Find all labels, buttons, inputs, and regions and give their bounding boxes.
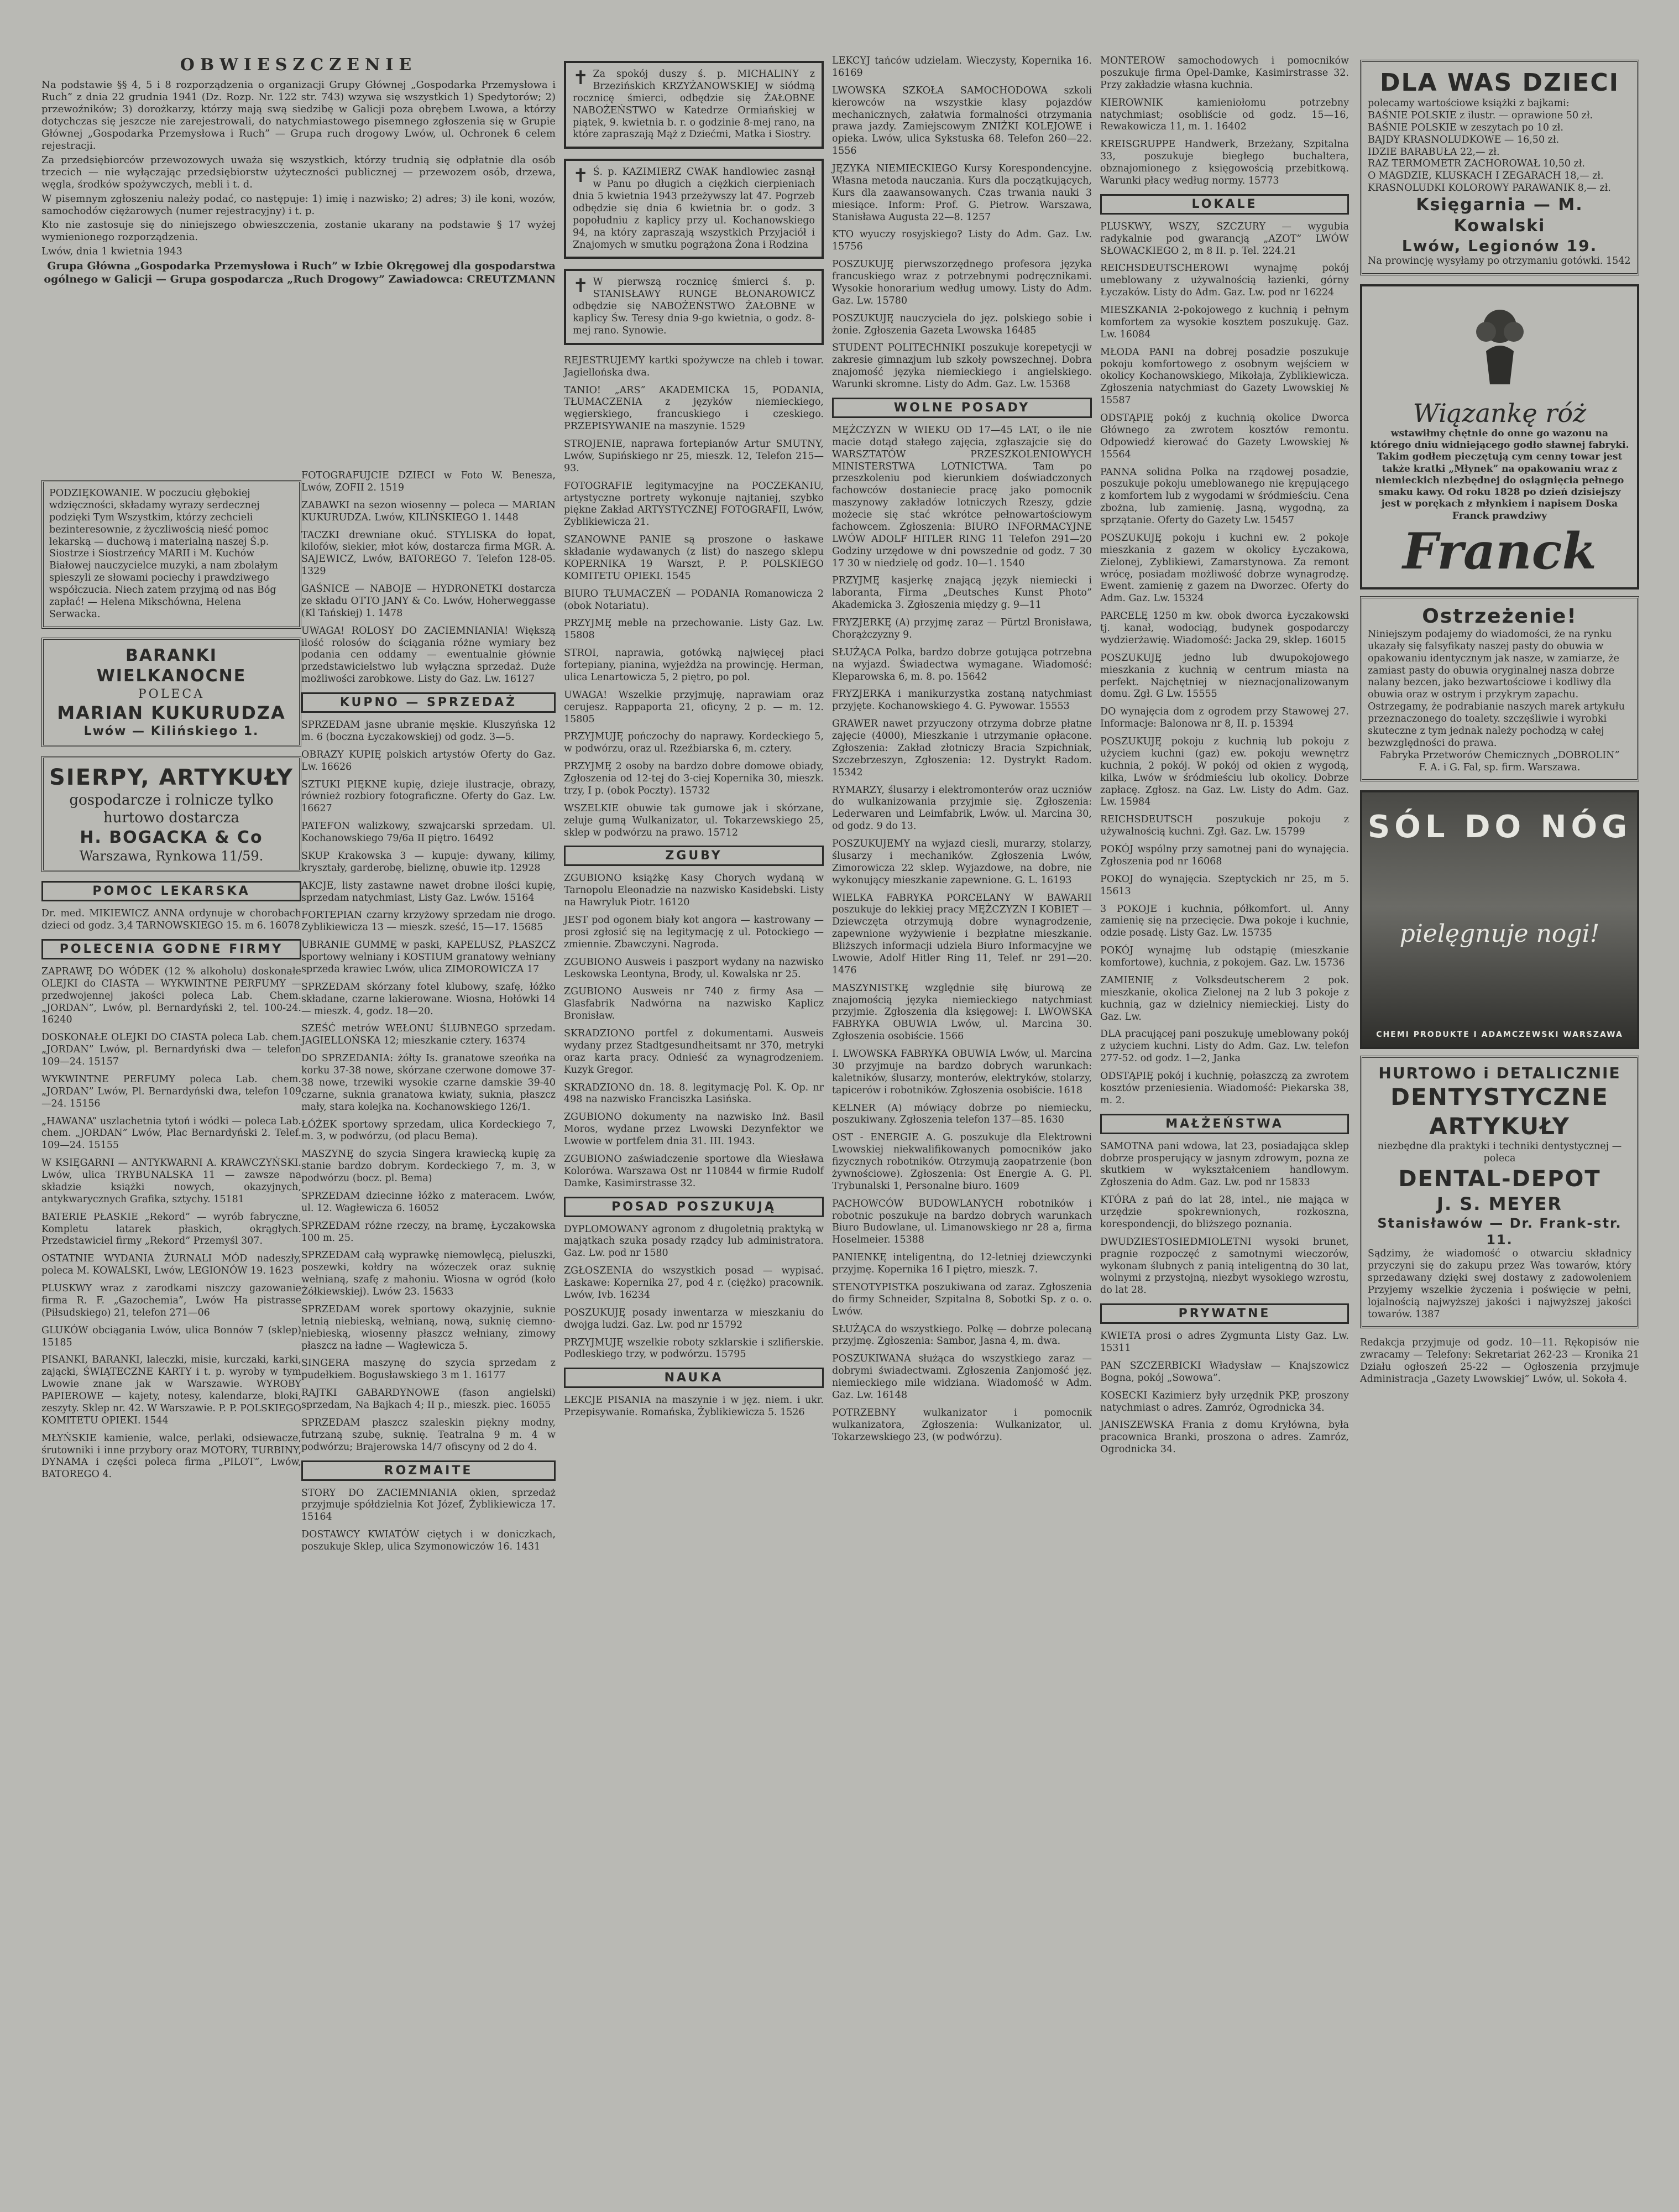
thanks-notice — [41, 480, 301, 629]
ad-item: JEST pod ogonem biały kot angora — kastrowany — prosi zgłosić się na legitymację z ul. Potockiego — zmiennie. Zbawczyni. Nagroda. — [564, 915, 824, 950]
ad-item: SPRZEDAM worek sportowy okazyjnie, suknie letnią niebieską, wełnianą, nową, suknię ciemno-niebieską, wiosenny płaszcz wełniany, zimowy płaszcz na ładne — Wagłewicza 5. — [301, 1303, 556, 1352]
warning-sig1: Fabryka Przetworów Chemicznych „DOBROLIN” — [1379, 749, 1620, 761]
ad-item: MASZYNĘ do szycia Singera krawiecką kupię za stanie bardzo dobrym. Kordeckiego 7, m. 3, w podwórzu (bocz. pl. Bema) — [301, 1149, 556, 1184]
ad-item: RYMARZY, ślusarzy i elektromonterów oraz uczniów do wulkanizowania przyjmie się. Zgłoszenia: Lederwaren und Leimfabrik, Lwów. ul. Marcina 30, od godz. 9 do 13. — [832, 784, 1092, 832]
ad-item: ZGUBIONO dokumenty na nazwisko Inż. Basil Moros, wydane przez Lwowski Dezynfektor we Lwowie w portfelem dnia 31. III. 1943. — [564, 1112, 824, 1147]
announcement-p4: Kto nie zastosuje się do niniejszego obwieszczenia, zostanie ukarany na podstawie § 17 wyżej wymienionego rozporządzenia. — [41, 219, 556, 243]
ad-item: STORY DO ZACIEMNIANIA okien, sprzedaż przyjmuje spółdzielnia Kot Józef, Żyblikiewicza 17. 15164 — [301, 1487, 556, 1523]
ad-item: POKOJ do wynajęcia. Szeptyckich nr 25, m 5. 15613 — [1100, 873, 1349, 897]
book-line: BAŚNIE POLSKIE w zeszytach po 10 zł. — [1368, 122, 1563, 133]
ad-item: SPRZEDAM różne rzeczy, na bramę, Łyczakowska 100 m. 25. — [301, 1220, 556, 1244]
ad-item: MASZYNISTKĘ względnie siłę biurową ze znajomością języka niemieckiego natychmiast przyjmie. Zgłoszenia dla księgowej: I. LWOWSKA FABRYKA OBUWIA Lwów, ul. Marcina 30. Zgłoszenia osobiście. 1566 — [832, 982, 1092, 1042]
section-premises: LOKALE — [1100, 194, 1349, 215]
ad-item: DOSTAWCY KWIATÓW ciętych i w doniczkach, poszukuje Sklep, ulica Szymonowiczów 16. 1431 — [301, 1529, 556, 1552]
ad-item: KWIETA prosi o adres Zygmunta Listy Gaz. Lw. 15311 — [1100, 1331, 1349, 1354]
ad-item: SPRZEDAM płaszcz szaleskin piękny modny, futrzaną szubę, suknię. Teatralna 9 m. 4 w podwórzu; Brajerowska 14/7 ofiscyny od 2 do 4. — [301, 1417, 556, 1453]
ad-item: STROJENIE, naprawa fortepianów Artur SMUTNY, Lwów, Supińskiego nr 25, mieszk. 12, Telefon 215—93. — [564, 439, 824, 474]
salt-slogan: pielęgnuje nogi! — [1399, 920, 1600, 948]
sickles-address: Warszawa, Rynkowa 11/59. — [79, 848, 264, 864]
ad-item: PRZYJMĘ meble na przechowanie. Listy Gaz. Lw. 15808 — [564, 618, 824, 641]
ad-item: POKÓJ wspólny przy samotnej pani do wynajęcia. Zgłoszenia pod nr 16068 — [1100, 844, 1349, 867]
bookshop-note: Na prowincję wysyłamy po otrzymaniu gotówki. 1542 — [1368, 255, 1631, 267]
ad-item: ŁÓŻEK sportowy sprzedam, ulica Kordeckiego 7, m. 3, w podwórzu, (od placu Bema). — [301, 1119, 556, 1142]
ad-item: ZGUBIONO Ausweis i paszport wydany na nazwisko Leskowska Leontyna, Brody, ul. Kowalska nr 25. — [564, 956, 824, 980]
obituary-3 — [564, 269, 824, 345]
bookshop-address: Lwów, Legionów 19. — [1401, 237, 1598, 255]
dental-title: DENTYSTYCZNE ARTYKUŁY — [1390, 1083, 1609, 1140]
ad-item: DWUDZIESTOSIEDMIOLETNI wysoki brunet, pragnie rozpoczęć z samotnymi wieczorów, wykonam ślubnych z panią inteligentną do 30 lat, wolnymi z przystojną, niezbyt wysokiego wzrostu, do lat 28. — [1100, 1236, 1349, 1296]
book-line: RAZ TERMOMETR ZACHOROWAŁ 10,50 zł. — [1368, 158, 1585, 170]
ad-item: SAMOTNA pani wdowa, lat 23, posiadająca sklep dobrze prosperujący w jasnym zdrowym, pozna ze skutkiem w wykształceniem handlowym. Zgłoszenia do Adm. Gaz. Lw. pod nr 15833 — [1100, 1140, 1349, 1188]
book-line: IDZIE BARABUŁA 22,— zł. — [1368, 146, 1500, 158]
ad-item: TANIO! „ARS” AKADEMICKA 15, PODANIA, TŁUMACZENIA z języków niemieckiego, węgierskiego, francuskiego i czeskiego. PRZEPISYWANIE na maszynie. 1529 — [564, 384, 824, 432]
announcement-signature: Grupa Główna „Gospodarka Przemysłowa i Ruch” w Izbie Okręgowej dla gospodarstwa ogólnego w Galicji — Grupa gospodarcza „Ruch Drogowy” Zawiadowca: CREUTZMANN — [44, 260, 556, 285]
ad-item: PACHOWCÓW BUDOWLANYCH robotników i robotnic poszukuje na bardzo dobrych warunkach Biuro Budowlane, ul. Limanowskiego nr 28 a, firma Hoselmeier. 15388 — [832, 1198, 1092, 1246]
announcement-p3: W pisemnym zgłoszeniu należy podać, co następuje: 1) imię i nazwisko; 2) adres; 3) ile koni, wozów, samochodów ciężarowych (numer rejestracyjny) i t. p. — [41, 192, 556, 217]
column-5 — [1100, 55, 1349, 1462]
ad-item: ODSTĄPIĘ pokój z kuchnią okolice Dworca Głównego za zwrotem kosztów remontu. Odpowiedź kierować do Gazety Lwowskiej № 15564 — [1100, 413, 1349, 460]
ad-item: DO SPRZEDANIA: żółty Is. granatowe szeońka na korku 37-38 nowe, skórzane czerwone domowe 37-38 nowe, trzewiki wysokie czarne damskie 39-40 czarne, suknia granatowa kwiaty, suknia, płaszcz mały, stara kolejka na. Kochanowskiego 126/1. — [301, 1053, 556, 1113]
dental-ad — [1360, 1056, 1639, 1328]
bookshop-name: Księgarnia — M. Kowalski — [1416, 195, 1583, 236]
lamb-name: MARIAN KUKURUDZA — [57, 702, 286, 724]
ad-item: STROI, naprawia, gotówką najwięcej płaci fortepiany, pianina, wyjeżdża na prowincję. Herman, ulica Lenartowicza 5, 2 piętro, po pol. — [564, 648, 824, 683]
ad-item: OBRAZY KUPIĘ polskich artystów Oferty do Gaz. Lw. 16626 — [301, 749, 556, 773]
ad-item: FORTEPIAN czarny krzyżowy sprzedam nie drogo. Zyblikiewicza 13 — mieszk. sześć, 15—17. 15685 — [301, 910, 556, 933]
sickles-ad — [41, 756, 301, 873]
ad-item: OST - ENERGIE A. G. poszukuje dla Elektrowni Lwowskiej niekwalifikowanych pomocników jako fizycznych robotników. Otrzymują zaopatrzenie (bon żywnościowe). Zgłoszenia: Ost Energie A. G. Pl. Trybunalski 1, Personalne biuro. 1609 — [832, 1132, 1092, 1192]
ad-item: KTÓRA z pań do lat 28, intel., nie mająca w urzędzie spokrewnionych, rozkoszna, korespondencji, do bliższego poznania. — [1100, 1194, 1349, 1230]
ad-item: I. LWOWSKA FABRYKA OBUWIA Lwów, ul. Marcina 30 przyjmuje na bardzo dobrych warunkach: kaletników, ślusarzy, monterów, elektryków, stolarzy, tapicerów i robotników. Zgłoszenia osobiście. 1618 — [832, 1048, 1092, 1096]
section-education: NAUKA — [564, 1368, 824, 1388]
lamb-address: Lwów — Kilińskiego 1. — [83, 724, 259, 739]
ad-item: SŁUŻĄCA do wszystkiego. Polkę — dobrze polecaną przyjmę. Zgłoszenia: Sambor, Jasna 4, m. dwa. — [832, 1323, 1092, 1347]
dental-owner: J. S. MEYER — [1437, 1193, 1562, 1215]
ad-item: FOTOGRAFIE legitymacyjne na POCZEKANIU, artystyczne portrety wykonuje najtaniej, szybko piękne Zakład ARTYSTYCZNEJ FOTOGRAFII, Lwów, Zyblikiewicza 21. — [564, 480, 824, 528]
ad-item: SKRADZIONO portfel z dokumentami. Ausweis wydany przez Stadtgesundheitsamt nr 370, metryki oraz karta pracy. Odnieść za wynagrodzeniem. Kuzyk Gregor. — [564, 1028, 824, 1076]
obituary-text: Za spokój duszy ś. p. MICHALINY z Brzezińskich KRZYŻANOWSKIEJ w siódmą rocznicę śmierci, odbędzie się ŻAŁOBNE NABOŻEŃSTWO w Katedrze Ormiańskiej w piątek, 9. kwietnia b. r. o godzinie 8-mej rano, na które zapraszają Mąż z Dziećmi, Matka i Siostry. — [573, 69, 815, 140]
ad-item: FRYZJERKA i manikurzystka zostaną natychmiast przyjęte. Kochanowskiego 4. G. Pywowar. 15553 — [832, 688, 1092, 712]
ad-item: STUDENT POLITECHNIKI poszukuje korepetycji w zakresie gimnazjum lub szkoły powszechnej. Dobra znajomość języka niemieckiego i angielskiego. Warunki skromne. Listy do Adm. Gaz. Lw. 15368 — [832, 342, 1092, 390]
book-line: KRASNOLUDKI KOLOROWY PARAWANIK 8,— zł. — [1368, 182, 1611, 194]
book-line: BAŚNIE POLSKIE z ilustr. — oprawione 50 zł. — [1368, 109, 1593, 121]
vase-illustration — [1369, 299, 1630, 393]
obituary-2 — [564, 159, 824, 259]
ad-item: PRZYJMĘ 2 osoby na bardzo dobre domowe obiady, Zgłoszenia od 12-tej do 3-ciej Kopernika 30, mieszk. trzy, I p. (obok Poczty). 15732 — [564, 761, 824, 796]
bookshop-ad — [1360, 60, 1639, 275]
ad-item: TACZKI drewniane okuć. STYLISKA do łopat, kilofów, siekier, młot ków, dostarcza firma MGR. A. SAJEWICZ, Lwów, BATOREGO 7. Telefon 128-05. 1329 — [301, 529, 556, 577]
ad-item: REICHSDEUTSCH poszukuje pokoju z używalnością kuchni. Zgł. Gaz. Lw. 15799 — [1100, 814, 1349, 838]
foot-salt-ad — [1360, 790, 1639, 1049]
thanks-text: PODZIĘKOWANIE. W poczuciu głębokiej wdzięczności, składamy wyrazy serdecznej podzięki Tym Wszystkim, którzy zechcieli bezinteresownie, z życzliwością nieść pomoc lekarską — duchową i materialną naszej Ś.p. Siostrze i Siostrzeńcy MARII i M. Kuchów Białowej nauczycielce muzyki, a nam zbolałym spieszyli ze słowami pociechy i prawdziwego współczucia. Niech zatem przyjmą od nas Bóg zapłać! — Helena Mikschówna, Helena Serwacka. — [49, 488, 278, 620]
ad-item: SŁUŻĄCA Polka, bardzo dobrze gotująca potrzebna na wyjazd. Świadectwa wymagane. Wiadomość: Kleparowska 6, m. 8. po. 15642 — [832, 646, 1092, 682]
ad-item: BATERIE PŁASKIE „Rekord” — wyrób fabryczne, Kompletu latarek płaskich, okrągłych. Przedstawiciel firmy „Rekord” Przemyśl 307. — [41, 1211, 301, 1247]
ad-item: SPRZEDAM całą wyprawkę niemowlęcą, pieluszki, poszewki, kołdry na wózeczek oraz suknię wełnianą, szafę z mahoniu. Wiosna w ogród (koło Żółkiewskiej). Lwów 23. 15633 — [301, 1250, 556, 1297]
section-private: PRYWATNE — [1100, 1303, 1349, 1324]
ad-item: SZTUKI PIĘKNE kupię, dzieje ilustracje, obrazy, również rozbiory fotograficzne. Oferty do Gaz. Lw. 16627 — [301, 779, 556, 815]
ad-item: LEKCJE PISANIA na maszynie i w jęz. niem. i ukr. Przepisywanie. Romańska, Żyblikiewicza 5. 1526 — [564, 1395, 824, 1418]
dental-text: Sądzimy, że wiadomość o otwarciu składnicy przyczyni się do zakupu przez Was towarów, który sprzedawany dzięki swej dostawy z zadowoleniem Przyjemy wszelkie życzenia i poświęcie w pełni, lojalnością najwyższej jakości i najwyższej jakości towarów. 1387 — [1368, 1248, 1631, 1320]
ad-item: WIELKA FABRYKA PORCELANY W BAWARII poszukuje do lekkiej pracy MĘŻCZYZN I KOBIET — Dziewczęta otrzymują dobre wynagrodzenie, zapewnione wyżywienie i bezpłatne mieszkanie. Bliższych informacji udziela Biuro Informacyjne we Lwowie, Adolf Hitler Ring 11, Telef. nr 291—20. 1476 — [832, 892, 1092, 976]
lamb-sub: POLECA — [138, 687, 205, 701]
column-2 — [301, 470, 556, 1559]
section-seeking-jobs: POSAD POSZUKUJĄ — [564, 1197, 824, 1217]
ad-item: SINGERA maszynę do szycia sprzedam z pudełkiem. Bogusławskiego 3 m 1. 16177 — [301, 1358, 556, 1381]
announcement-title: OBWIESZCZENIE — [180, 55, 417, 75]
warning-text: Niniejszym podajemy do wiadomości, że na rynku ukazały się falsyfikaty naszej pasty do obuwia w opakowaniu identycznym jak nasze, w zamiarze, że zamiast pasty do obuwia oryginalnej nasza dobrze nalany bezcen, jako bezwartościowe i kodliwy dla obuwia oraz w ostrym i przykrym zapachu. Ostrzegamy, że podrabianie naszych marek artykułu przeznaczonego do toalety. szczęśliwie i wyrobki skuteczne z tym jednak należy pochodzą w całej bezwzględności do prawa. — [1368, 628, 1625, 749]
ad-item: POSZUKUJEMY na wyjazd ciesli, murarzy, stolarzy, ślusarzy i mechaników. Zgłoszenia Lwów, Zimorowicza 22 sklep. Wyjazdowe, na dobre, nie wykonujący mieszkanie zapewnione. G. L. 16193 — [832, 838, 1092, 886]
column-4 — [832, 55, 1092, 1449]
ad-item: ZGŁOSZENIA do wszystkich posad — wypisać. Łaskawe: Kopernika 27, pod 4 r. (ciężko) pracownik. Lwów, Ivb. 16234 — [564, 1265, 824, 1301]
ad-item: REICHSDEUTSCHEROWI wynajmę pokój umeblowany z używalnością łazienki, górny Łyczaków. Listy do Adm. Gaz. Lw. pod nr 16224 — [1100, 263, 1349, 299]
ad-item: SKRADZIONO dn. 18. 8. legitymację Pol. K. Op. nr 498 na nazwisko Franciszka Lasińska. — [564, 1082, 824, 1105]
ad-item: W KSIĘGARNI — ANTYKWARNI A. KRAWCZYŃSKI. Lwów, ulica TRYBUNALSKA 11 — zawsze na składzie książki nowych, okazyjnych, antykwarycznych Grafika, sztychy. 15181 — [41, 1157, 301, 1205]
ad-item: ZABAWKI na sezon wiosenny — poleca — MARIAN KUKURUDZA. Lwów, KILIŃSKIEGO 1. 1448 — [301, 499, 556, 523]
ad-item: GAŚNICE — NABOJE — HYDRONETKI dostarcza ze składu OTTO JANY & Co. Lwów, Hoherweggasse (Kl Tańskiej) 1. 1478 — [301, 583, 556, 619]
franck-title: Wiązankę róż — [1413, 398, 1587, 428]
cross-icon: ✝ — [573, 165, 589, 187]
franck-brand: Franck — [1403, 521, 1597, 581]
ad-item: MONTEROW samochodowych i pomocników poszukuje firma Opel-Damke, Kasimirstrasse 32. Przy zakładzie własna kuchnia. — [1100, 55, 1349, 91]
ad-item: MĘŻCZYZN W WIEKU OD 17—45 LAT, o ile nie macie dotąd stałego zajęcia, zgłaszajcie się do WARSZTATÓW PRZESZKOLENIOWYCH MINISTERSTWA LOTNICTWA. Tam po przeszkoleniu pod kierunkiem doświadczonych fachowców dostaniecie pracę jako pomocnik maszynowy zakładów lotniczych Rzeszy, gdzie możecie się stać wkrótce pełnowartościowym fachowcem. Zgłoszenia: BIURO INFORMACYJNE LWÓW ADOLF HITLER RING 11 Telefon 291—20 Godziny urzędowe w dni powszednie od godz. 7 30 17 30 w niedzielę od godz. 10—1. 1540 — [832, 424, 1092, 569]
ad-item: SPRZEDAM dziecinne łóżko z materacem. Lwów, ul. 12. Wagłewicza 6. 16052 — [301, 1190, 556, 1214]
cross-icon: ✝ — [573, 275, 589, 298]
obituary-text: W pierwszą rocznicę śmierci ś. p. STANISŁAWY RUNGE BŁONAROWICZ odbędzie się NABOŻEŃSTWO ŻAŁOBNE w kaplicy Św. Teresy dnia 9-go kwietnia, o godz. 8-mej rano. Synowie. — [573, 276, 815, 336]
editorial-note: Redakcja przyjmuje od godz. 10—11. Rękopisów nie zwracamy — Telefony: Sekretariat 262-23 — Kronika 21 Działu ogłoszeń 25-22 — Ogłoszenia przyjmuje Administracja „Gazety Lwowskiej” Lwów, ul. Sokoła 4. — [1360, 1337, 1639, 1385]
ad-item: POSZUKIWANA służąca do wszystkiego zaraz — dobrymi świadectwami. Zgłoszenia Zanjomość jęz. niemieckiego mile widziana. Wiadomość w Adm. Gaz. Lw. 16148 — [832, 1353, 1092, 1401]
ad-item: ODSTĄPIĘ pokój i kuchnię, połaszczą za zwrotem kosztów przeniesienia. Wiadomość: Piekarska 38, m. 2. — [1100, 1071, 1349, 1106]
ad-item: ZAMIENIĘ z Volksdeutscherem 2 pok. mieszkanie, okolica Zielonej na 2 lub 3 pokoje z kuchnią, gaz w dzielnicy niemieckiej. Listy do Gaz. Lw. — [1100, 974, 1349, 1022]
ad-item: PLUSKWY wraz z zarodkami niszczy gazowanie firma R. F. „Gazochemia”, Lwów Ha pistrasse (Piłsudskiego) 21, telefon 271—06 — [41, 1283, 301, 1318]
ad-item: WSZELKIE obuwie tak gumowe jak i skórzane, zeluje gumą Wulkanizator, ul. Tokarzewskiego 25, sklep w podwórzu na prawo. 15712 — [564, 802, 824, 838]
ad-item: UWAGA! Wszelkie przyjmuję, naprawiam oraz cerujesz. Rappaporta 21, oficyny, 2 p. — m. 12. 15805 — [564, 689, 824, 725]
sickles-name: H. BOGACKA & Co — [80, 827, 263, 847]
dental-name: DENTAL-DEPOT — [1398, 1166, 1601, 1192]
ad-item: FOTOGRAFUJCIE DZIECI w Foto W. Benesza, Lwów, ZOFII 2. 1519 — [301, 470, 556, 493]
ad-item: PARCELĘ 1250 m kw. obok dworca Łyczakowski tj. kanał, wodociąg, budynek gospodarczy wydzierżawię. Wiadomość: Jacka 29, sklep. 16015 — [1100, 611, 1349, 646]
ad-item: UWAGA! ROLOSY DO ZACIEMNIANIA! Większą ilość rolosów do ściągania różne wymiary bez podania cen oddamy — ewentualnie głównie przedstawicielstwo lub wyłączna sprzedaż. Duże możliwości zarobkowe. Listy do Gaz. Lw. 16127 — [301, 625, 556, 685]
section-recommended: POLECENIA GODNE FIRMY — [41, 939, 301, 959]
ad-item: 3 POKOJE i kuchnia, półkomfort. ul. Anny zamienię się na przecięcie. Dwa pokoje i kuchnie, odzie posadę. Listy Gaz. Lw. 15735 — [1100, 903, 1349, 939]
ad-item: GLUKÓW obciągania Lwów, ulica Bonnów 7 (sklep) 15185 — [41, 1324, 301, 1348]
ad-item: BIURO TŁUMACZEŃ — PODANIA Romanowicza 2 (obok Notariatu). — [564, 588, 824, 612]
ad-item: SPRZEDAM skórzany fotel klubowy, szafę, łóżko składane, czarne lakierowane. Wiosna, Hołówki 14 — mieszk. 4, godz. 18—20. — [301, 981, 556, 1017]
ad-item: ZGUBIONO zaświadczenie sportowe dla Wiesława Kolorówa. Warszawa Ost nr 110844 w firmie Rudolf Damke, Kasimirstrasse 32. — [564, 1153, 824, 1189]
ad-item: KREISGRUPPE Handwerk, Brzeżany, Szpitalna 33, poszukuje biegłego buchaltera, obznajomionego z księgowością przebitkową. Warunki płacy według normy. 15773 — [1100, 139, 1349, 186]
announcement-date: Lwów, dnia 1 kwietnia 1943 — [41, 246, 182, 258]
section-lost: ZGUBY — [564, 846, 824, 866]
franck-ad — [1360, 284, 1639, 589]
ad-item: PRZYJMUJĘ wszelkie roboty szklarskie i szlifierskie. Podleskiego trzy, w podwórzu. 15795 — [564, 1337, 824, 1360]
book-line: BAJDY KRASNOLUDKOWE — 16,50 zł. — [1368, 134, 1560, 145]
ad-item: PANIENKĘ inteligentną, do 12-letniej dziewczynki przyjmę. Kopernika 16 I piętro, mieszk. 7. — [832, 1252, 1092, 1275]
ad-item: DO wynajęcia dom z ogrodem przy Stawowej 27. Informacje: Balonowa nr 8, II. p. 15394 — [1100, 706, 1349, 730]
column-1 — [41, 476, 301, 1486]
ad-item: PANNA solidna Polka na rządowej posadzie, poszukuje pokoju umeblowanego nie krępującego z komfortem lub z wygodami w śródmieściu. Cena zbożna, lub zamienię. Jasną, wygodną, za sprzątanie. Oferty do Gazety Lw. 15457 — [1100, 466, 1349, 526]
ad-item: DOSKONAŁE OLEJKI DO CIASTA poleca Lab. chem. „JORDAN” Lwów, pl. Bernardyński dwa — telefon 109—24. 15157 — [41, 1032, 301, 1067]
ad-item: POSZUKUJĘ nauczyciela do jęz. polskiego sobie i żonie. Zgłoszenia Gazeta Lwowska 16485 — [832, 312, 1092, 336]
ad-item: ZGUBIONO książkę Kasy Chorych wydaną w Tarnopolu Eleonadzie na nazwisko Kasidebski. Listy na Hawryluk Piotr. 16120 — [564, 873, 824, 909]
ad-item: GRAWER nawet przyuczony otrzyma dobrze płatne zajęcie (4000), Mieszkanie i utrzymanie opłacone. Zgłoszenia: Zakład złotniczy Bracia Szpichniak, Szczebrzeszyn, Zgłoszenia: 12. Dystrykt Radom. 15342 — [832, 718, 1092, 778]
obituary-text: Ś. p. KAZIMIERZ CWAK handlowiec zasnął w Panu po długich a ciężkich cierpieniach dnia 5 kwietnia 1943 przeżywszy lat 47. Pogrzeb odbędzie się dnia 6 kwietnia br. o godz. 3 popołudniu z kaplicy przy ul. Kochanowskiego 94, na który zapraszają wszystkich Przyjaciół i Znajomych w smutku pogrążona Żona i Rodzina — [573, 166, 815, 251]
ad-item: MIESZKANIA 2-pokojowego z kuchnią i pełnym komfortem za wysokie kosztem poszukuję. Gaz. Lw. 16084 — [1100, 305, 1349, 340]
ad-item: DYPLOMOWANY agronom z długoletnią praktyką w majątkach szuka posady rządcy lub administratora. Gaz. Lw. pod nr 1580 — [564, 1223, 824, 1259]
ad-item: JĘZYKA NIEMIECKIEGO Kursy Korespondencyjne. Własna metoda nauczania. Kurs dla początkujących, Kurs dla zaawansowanych. Czas trwania nauki 3 miesiące. Inform: Prof. G. Pietrow. Warszawa, Stanisława Augusta 22—8. 1257 — [832, 163, 1092, 223]
ad-item: LWOWSKA SZKOŁA SAMOCHODOWA szkoli kierowców na wszystkie klasy pojazdów mechanicznych, załatwia formalności otrzymania prawa jazdy. Zamiejscowym ZNIŻKI KOLEJOWE i opieka. Lwów, ulica Sykstuska 68. Telefon 260—22. 1556 — [832, 85, 1092, 157]
official-announcement — [41, 55, 556, 288]
rose-vase-icon — [1456, 301, 1544, 390]
ad-item: OSTATNIE WYDANIA ŻURNALI MÓD nadeszły, poleca M. KOWALSKI, Lwów, LEGIONÓW 19. 1623 — [41, 1253, 301, 1277]
ad-item: FRYZJERKĘ (A) przyjmę zaraz — Pürtzl Bronisława, Chorążczyzny 9. — [832, 617, 1092, 640]
ad-item: POKÓJ wynajmę lub odstąpię (mieszkanie komfortowe), kuchnia, z pokojem. Gaz. Lw. 15736 — [1100, 945, 1349, 968]
section-medical: POMOC LEKARSKA — [41, 881, 301, 901]
sickles-title: SIERPY, ARTYKUŁY — [49, 764, 294, 790]
ad-item: KOSECKI Kazimierz były urzędnik PKP, proszony natychmiast o adres. Zamróz, Ogrodnicka 34. — [1100, 1390, 1349, 1413]
announcement-p1: Na podstawie §§ 4, 5 i 8 rozporządzenia o organizacji Grupy Głównej „Gospodarka Przemysłowa i Ruch” z dnia 22 grudnia 1941 (Dz. Rozp. Nr. 122 str. 743) wzywa się wszystkich 1) Spedytorów; 2) przewoźników; 3) dorożkarzy, którzy mają swą siedzibę w Galicji poza obrębem Lwowa, a którzy dotychczas się jeszcze nie zarejestrowali, do natychmiastowego pisemnego zgłoszenia się w Grupie Głównej „Gospodarka Przemysłowa i Ruch” — Grupa ruch drogowy Lwów, ul. Ochronek 6 celem rejestracji. — [41, 79, 556, 152]
ad-item: SZEŚĆ metrów WEŁONU ŚLUBNEGO sprzedam. JAGIELLOŃSKA 12; mieszkanie cztery. 16374 — [301, 1023, 556, 1047]
ad-item: PRZYJMUJĘ pończochy do naprawy. Kordeckiego 5, w podwórzu, oraz ul. Rzeźbiarska 6, m. cztery. — [564, 731, 824, 755]
ad-item: KTO wyuczy rosyjskiego? Listy do Adm. Gaz. Lw. 15756 — [832, 229, 1092, 253]
book-line: O MAGDZIE, KLUSKACH I ZEGARACH 18,— zł. — [1368, 170, 1604, 182]
ad-item: POSZUKUJĘ posady inwentarza w mieszkaniu do dwojga ludzi. Gaz. Lw. pod nr 15792 — [564, 1307, 824, 1331]
ad-item: POSZUKUJĘ pierwszorzędnego profesora języka francuskiego wraz z potrzebnymi podręcznikami. Wysokie honorarium według umowy. Listy do Adm. Gaz. Lw. 15780 — [832, 259, 1092, 306]
ad-item: KIEROWNIK kamieniołomu potrzebny natychmiast; osobliście od godz. 15—16, Rewakowicza 11, m. 1. 16402 — [1100, 97, 1349, 133]
ad-item: POTRZEBNY wulkanizator i pomocnik wulkanizatora, Zgłoszenia: Wulkanizator, ul. Tokarzewskiego 23, (w podwórzu). — [832, 1407, 1092, 1443]
salt-maker: CHEMI PRODUKTE I ADAMCZEWSKI WARSZAWA — [1376, 1030, 1623, 1040]
warning-title: Ostrzeżenie! — [1422, 604, 1577, 628]
franck-text: wstawiłmy chętnie do onne go wazonu na którego dniu widniejącego godło sławnej fabryki. Takim godłem pieczętują cym cenny towar jest także kratki „Młynek” na opakowaniu wraz z niemieckich niezbędnej do osiągnięcia pełnego smaku kawy. Od roku 1828 po dzień dzisiejszy jest w porękach z młynkiem i napisem Doska Franck prawdziwy — [1370, 427, 1629, 521]
lamb-title: BARANKI WIELKANOCNE — [96, 645, 247, 686]
dental-sub: niezbędne dla praktyki i techniki dentystycznej — poleca — [1377, 1141, 1622, 1165]
column-3 — [564, 55, 824, 1425]
ad-item: PRZYJMĘ kasjerkę znającą język niemiecki i laboranta, Firma „Deutsches Kunst Photo” Akademicka 3. Zgłoszenia między g. 9—11 — [832, 575, 1092, 611]
lamb-ad — [41, 638, 301, 747]
salt-title: SÓL DO NÓG — [1367, 809, 1632, 846]
ad-item: RAJTKI GABARDYNOWE (fason angielski) sprzedam, Na Bajkach 4; II p., mieszk. piec. 16055 — [301, 1387, 556, 1411]
books-title: DLA WAS DZIECI — [1379, 69, 1620, 97]
ad-item: POSZUKUJĘ jedno lub dwupokojowego mieszkania z kuchnią w centrum miasta na perfekt. Najchętniej w nieznacjonalizowanym domu. Zgł. G Lw. 15555 — [1100, 652, 1349, 700]
ad-item: SKUP Krakowska 3 — kupuje: dywany, kilimy, kryształy, garderobę, bieliznę, obuwie itp. 12928 — [301, 850, 556, 874]
ad-item: PAN SZCZERBICKI Władysław — Knajszowicz Bogna, pokój „Sowowa”. — [1100, 1360, 1349, 1384]
ad-item: WYKWINTNE PERFUMY poleca Lab. chem. „JORDAN” Lwów, Pl. Bernardyński dwa, telefon 109—24. 15156 — [41, 1073, 301, 1109]
ad-item: LEKCYJ tańców udzielam. Wieczysty, Kopernika 16. 16169 — [832, 55, 1092, 79]
ad-item: UBRANIE GUMMĘ w paski, KAPELUSZ, PŁASZCZ sportowy welniany i KOSTIUM granatowy wełniany sprzeda krawiec Lwów, ulica ZIMOROWICZA 17 — [301, 940, 556, 975]
ad-item: POSZUKUJĘ pokoju i kuchni ew. 2 pokoje mieszkania z gazem w okolicy Łyczakowa, Zielonej, Zyblikiewi, Zamarstynowa. Za remont wrócę, posiadam możliwość dobrze wynagrodzę. Ewent. zamienię z gazem na Dworzec. Oferty do Adm. Gaz. Lw. 15324 — [1100, 532, 1349, 604]
column-6 — [1360, 55, 1639, 1391]
ad-item: PLUSKWY, WSZY, SZCZURY — wygubia radykalnie pod gwarancją „AZOT” LWÓW SŁOWACKIEGO 2, m 8 II. p. Tel. 224.21 — [1100, 221, 1349, 257]
section-misc: ROZMAITE — [301, 1460, 556, 1481]
ad-item: ZAPRAWĘ DO WÓDEK (12 % alkoholu) doskonałe OLEJKI do CIASTA — WYKWINTNE PERFUMY — przedwojennej jakości poleca Lab. Chem. „JORDAN”, Lwów, pl. Bernardyński 2, tel. 100-24. 16240 — [41, 966, 301, 1026]
ad-item: SZANOWNE PANIE są proszone o łaskawe składanie wydawanych (z list) do naszego sklepu KOPERNIKA 19 Warszt, P. P. POLSKIEGO KOMITETU OPIEKI. 1545 — [564, 534, 824, 582]
ad-item: KELNER (A) mówiący dobrze po niemiecku, poszukiwany. Zgłoszenia telefon 137—85. 1630 — [832, 1102, 1092, 1126]
ad-item: PATEFON walizkowy, szwajcarski sprzedam. Ul. Kochanowskiego 79/6a II piętro. 16492 — [301, 821, 556, 844]
ad-item: MŁYŃSKIE kamienie, walce, perlaki, odsiewacze, śrutowniki i inne przybory oraz MOTORY, TURBINY, DYNAMA i części poleca firma „PILOT”, Lwów, BATOREGO 4. — [41, 1432, 301, 1480]
ad-item: JANISZEWSKA Frania z domu Kryłówna, była pracownica Branki, proszona o adres. Zamróz, Ogrodnicka 34. — [1100, 1420, 1349, 1455]
ad-item: SPRZEDAM jasne ubranie męskie. Kluszyńska 12 m. 6 (boczna Łyczakowskiej) od godz. 3—5. — [301, 719, 556, 743]
ad-item: STENOTYPISTKA poszukiwana od zaraz. Zgłoszenia do firmy Schneider, Szpitalna 8, Sobotki Sp. z o. o. Lwów. — [832, 1281, 1092, 1317]
ad-item: POSZUKUJĘ pokoju z kuchnią lub pokoju z użyciem kuchni (gaz) ew. pokoju wewnętrz kuchnia, 2 pokój. W pokój od okien z wygodą, kilka, Lwów w śródmieściu lub okolicy. Dobrze zapłacę. Zgłosz. na Gaz. Lw. Listy do Adm. Gaz. Lw. 15984 — [1100, 736, 1349, 808]
section-marriage: MAŁŻEŃSTWA — [1100, 1114, 1349, 1134]
dental-top: HURTOWO i DETALICZNIE — [1378, 1064, 1621, 1083]
ad-item: MŁODA PANI na dobrej posadzie poszukuje pokoju komfortowego z osobnym wejściem w okolicy Kochanowskiego, Mikołaja, Zyblikiewicza. Zgłoszenia natychmiast do Gazety Lwowskiej № 15587 — [1100, 346, 1349, 406]
ad-item: DLA pracującej pani poszukuję umeblowany pokój z użyciem kuchni. Listy do Adm. Gaz. Lw. telefon 277-52. od godz. 1—2, Janka — [1100, 1029, 1349, 1065]
announcement-p2: Za przedsiębiorców przewozowych uważa się wszystkich, którzy trudnią się odpłatnie dla osób trzecich — nie wyłączając przedsiębiorstw użyteczności publicznej — przewozem osób, drzewa, węgla, środków spożywczych, mebli i t. d. — [41, 154, 556, 190]
ad-item: Dr. med. MIKIEWICZ ANNA ordynuje w chorobach dzieci od godz. 3,4 TARNOWSKIEGO 15. m 6. 16078 — [41, 908, 301, 931]
ad-item: PISANKI, BARANKI, laleczki, misie, kurczaki, karki, zającki, ŚWIĄTECZNE KARTY i t. p. wyroby w tym Lwowie znane jak w Warszawie. WYROBY PAPIEROWE — kajety, notesy, kalendarze, bloki, zeszyty. Sklep nr. 42. W Warszawie. P. P. POLSKIEGO KOMITETU OPIEKI. 1544 — [41, 1354, 301, 1426]
books-intro: polecamy wartościowe książki z bajkami: — [1368, 98, 1570, 109]
warning-ad — [1360, 596, 1639, 782]
section-buy-sell: KUPNO — SPRZEDAŻ — [301, 692, 556, 713]
cross-icon: ✝ — [573, 67, 589, 89]
ad-item: „HAWANA” uszlachetnia tytoń i wódki — poleca Lab. chem. „JORDAN” Lwów, Plac Bernardyński 2. Telef. 109—24. 15155 — [41, 1115, 301, 1151]
sickles-sub: gospodarcze i rolnicze tylko hurtowo dostarcza — [69, 791, 274, 827]
section-vacancies: WOLNE POSADY — [832, 398, 1092, 418]
warning-sig2: F. A. i G. Fal, sp. firm. Warszawa. — [1419, 761, 1581, 773]
dental-address: Stanisławów — Dr. Frank-str. 11. — [1377, 1215, 1622, 1248]
ad-item: AKCJE, listy zastawne nawet drobne ilości kupię, sprzedam natychmiast, Listy Gaz. Lwów. 15164 — [301, 880, 556, 904]
ad-item: REJESTRUJEMY kartki spożywcze na chleb i towar. Jagiellońska dwa. — [564, 354, 824, 378]
obituary-1 — [564, 61, 824, 149]
ad-item: ZGUBIONO Ausweis nr 740 z firmy Asa — Glasfabrik Nadwórna na nazwisko Kaplicz Bronisław. — [564, 986, 824, 1022]
